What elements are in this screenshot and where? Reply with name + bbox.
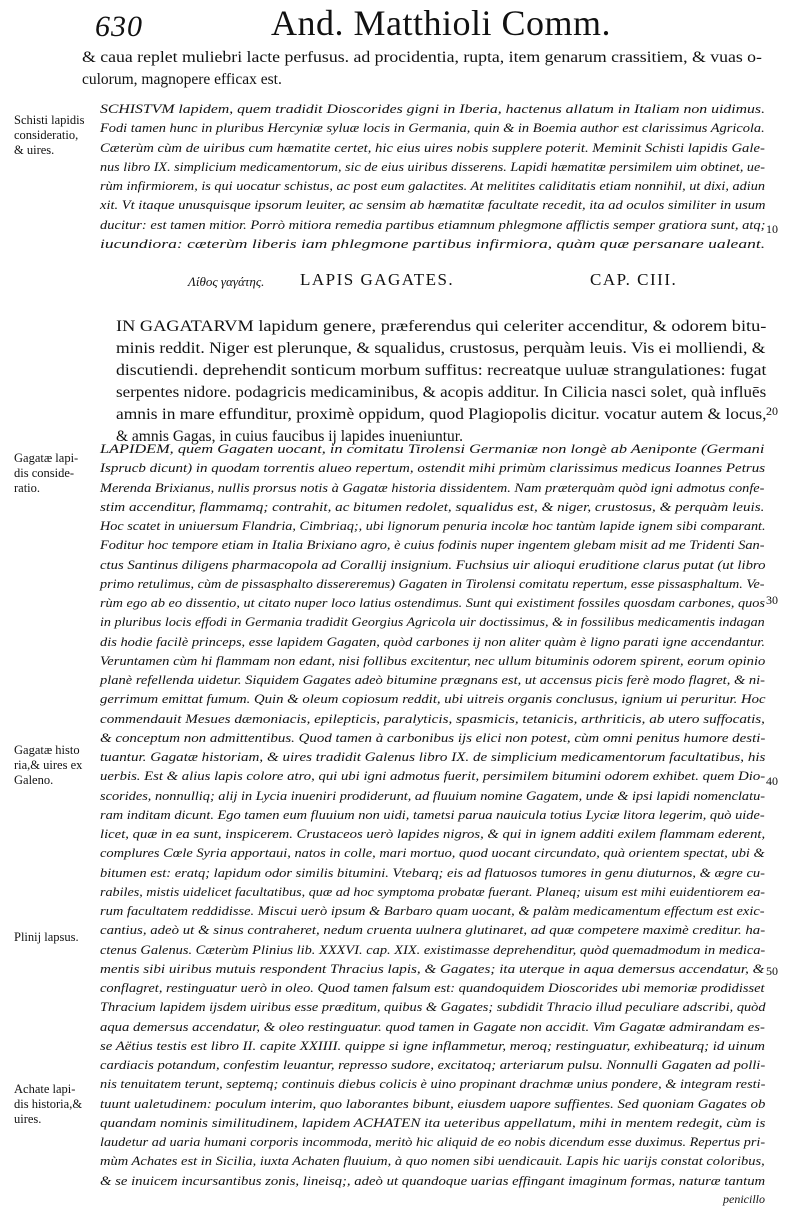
- text-line: SCHISTVM lapidem, quem tradidit Dioscorides gigni in Iberia, hactenus allatum in Italiam non uidimus.: [100, 102, 766, 116]
- page-number: 630: [95, 10, 143, 43]
- side-note-line: ratio.: [14, 481, 41, 495]
- text-line: conflagret, restinguatur uerò in oleo. Quod tamen falsum est: quandoquidem Dioscorides ubi memoriæ prodidisset: [100, 981, 765, 995]
- line-number: 40: [766, 774, 778, 788]
- text-line: Hoc scatet in uniuersum Flandria, Cimbriaq;, ubi lignorum penuria incolæ hoc tantùm lapide ignem sibi comparant.: [100, 519, 766, 533]
- text-line: cantius, adeò ut & sinus contraheret, nedum cruenta uulnera glutinaret, ad quæ competere maximè creditur. ha-: [100, 923, 766, 938]
- chapter-number: CAP. CIII.: [590, 270, 678, 289]
- text-line: primo retulimus, cùm de pissasphalto dissereremus) Gagaten in Tirolensi comitatu repertum, esse pissasphaltum. Ve-: [100, 576, 765, 591]
- text-line: gerrimum emittat fumum. Quin & oleum copiosum reddit, ubi uitreis organis conclusus, ignium ui peruritur. Hoc: [100, 692, 766, 707]
- side-note-line: ria,& uires ex: [14, 758, 83, 772]
- side-note-line: Gagatæ lapi-: [14, 451, 79, 465]
- text-line: rabiles, mistis uidelicet facultatibus, quæ ad hoc symptoma probatæ fuerant. Planeq; uisum est mihi euidentiorem ea-: [100, 884, 766, 899]
- chapter-heading: [188, 268, 728, 296]
- text-line: tuantur. Gagatæ historiam, & uires tradidit Galenus libro IX. de simplicium medicamentorum facultatibus, his: [100, 750, 766, 764]
- side-note-gagatae-historia: [14, 743, 98, 788]
- text-line: & se inuicem incursantibus zonis, lineisq;, adeò ut quandoque uarias effingant imaginum formas, naturæ tantum: [100, 1173, 766, 1188]
- text-line: licet, quæ in ea sunt, inspicerem. Crustaceos uerò lapides nigros, & qui in ignem additi exilem flammam ederent,: [100, 827, 766, 841]
- text-line: tuunt ualetudinem: poculum interim, quo laborantes bibunt, eiusdem uapore suffientes. Sed quoniam Gagates ob: [100, 1096, 766, 1111]
- text-line: Veruntamen cùm hi flammam non edant, nisi follibus excitentur, nec ullum bituminis odorem spirent, eorum opinio: [100, 653, 766, 668]
- text-line: rùm infirmiorem, is qui uocatur schistus, ac post eum galactites. At melitites caliditatis etiam nonnihil, ut dixi, adiun: [100, 179, 765, 193]
- text-line: commendauit Mesues dæmoniacis, epilepticis, paralyticis, spasmicis, tetanicis, arthriticis, ab utero suffocatis,: [100, 711, 765, 726]
- text-line: cardiacis potandum, confestim leuantur, represso sudore, excitatoq; arteriarum pulsu. Nonnulli Gagaten ad polli-: [100, 1058, 766, 1072]
- text-line: amnis in mare effunditur, proximè oppidum, quod Plagiopolis dicitur. vocatur autem & locus,: [116, 406, 767, 423]
- text-line: discutiendi. deprehendit sonticum morbum suffitus: recreatque uuluæ strangulationes: fugat: [116, 362, 767, 379]
- side-note-line: Achate lapi-: [14, 1082, 76, 1096]
- text-line: ctenus Galenus. Cæterùm Plinius lib. XXXVI. cap. XIX. existimasse deprehenditur, quòd quemadmodum in medica-: [100, 942, 766, 957]
- side-note-line: consideratio,: [14, 128, 79, 142]
- text-line: IN GAGATARVM lapidum genere, præferendus qui celeriter accenditur, & odorem bitu-: [116, 318, 767, 335]
- side-note-line: Galeno.: [14, 773, 54, 787]
- text-line: ctus Santinus diligens pharmacopola ad Corallij insignium. Fuchsius uir alioqui eruditione clarus putat (ut libro: [100, 557, 766, 572]
- side-note-line: dis historia,&: [14, 1097, 83, 1111]
- text-line: laudetur ad uaria humani corporis incommoda, meritò hic aliquid de eo nobis dicendum esse duximus. Repertus pri-: [100, 1135, 766, 1149]
- text-line: se Aëtius testis est libro II. capite XXIIII. quippe si igne inflammetur, meroq; restinguatur, exhibeaturq; id uinum: [100, 1038, 765, 1053]
- text-line: ducitur: est tamen mitior. Porrò mitiora remedia partibus etiamnum phlegmone afflictis semper gratiora sunt, atq;: [100, 217, 766, 232]
- side-note-line: & uires.: [14, 143, 55, 157]
- side-note-gagatae: [14, 451, 98, 496]
- text-line: Thracium lapidem ijsdem uiribus esse præditum, quibus & Gagates; subdidit Thracio illud peculiare adscribi, quòd: [100, 1000, 766, 1015]
- text-line: planè refellenda uidetur. Siquidem Gagates adeò bitumine prægnans est, ut accensus picis ferè modo flagret, & ni-: [100, 673, 765, 687]
- text-line: ram inditam dicunt. Ego tamen eum fluuium non uidi, tametsi parua nauicula totius Lyciæ litora legerim, quò uide-: [100, 807, 765, 822]
- line-number: 30: [766, 593, 778, 607]
- text-line: quandam nominis similitudinem, lapidem ACHATEN ita ueteribus appellatum, mihi in mentem redegit, cùm is: [100, 1115, 766, 1130]
- text-line: stim accenditur, flammamq; contrahit, ac bitumen redolet, squalidus est, & niger, crustosus, & perquàm leuis.: [100, 499, 765, 514]
- text-line: iucundiora: cæterùm liberis iam phlegmone partibus infirmiora, quàm quæ persanare ualeant.: [100, 236, 766, 251]
- text-line: Cæterùm cùm de uiribus cum hæmatite certet, hic eius uires nobis supplere poterit. Meminit Schisti lapidis Gale-: [100, 140, 765, 155]
- catchword: penicillo: [723, 1192, 765, 1206]
- text-line: dis hodie facilè princeps, esse lapidem Gagaten, quòd carbones ij non aliter quàm è ligno parati igne accendantur.: [100, 634, 765, 649]
- side-note-line: dis conside-: [14, 466, 75, 480]
- side-note-line: Schisti lapidis: [14, 113, 85, 127]
- text-line: Foditur hoc tempore etiam in Italia Brixiano agro, è cuius fodinis nuper ingentem glebam misit ad me Tridenti San-: [100, 538, 765, 553]
- text-line: uerbis. Est & alius lapis colore atro, qui ubi igni admotus fuerit, persimilem bitumini odorem exhibet. quem Dio-: [100, 769, 766, 784]
- page-header: [95, 2, 715, 46]
- text-line: culorum, magnopere efficax est.: [82, 71, 282, 88]
- side-note-achate: [14, 1082, 98, 1127]
- text-line: Fodi tamen hunc in pluribus Hercyniæ syluæ locis in Germania, quin & in Boemia author est clarissimus Agricola.: [100, 121, 765, 136]
- text-line: nus libro IX. simplicium medicamentorum, sic de eius uiribus disserens. Lapidi hæmatitæ persimilem uim obtinet, ue-: [100, 159, 765, 174]
- chapter-title: LAPIS GAGATES.: [300, 270, 455, 289]
- text-line: nis tenuitatem terunt, septemq; continuis diebus colicis è uino propinant drachmæ unius pondere, & integram resti-: [100, 1077, 766, 1092]
- text-line: & amnis Gagas, in cuius faucibus ij lapides inueniuntur.: [116, 428, 463, 445]
- text-line: Merenda Brixianus, nullis prorsus notis à Gagatæ historia dissidentem. Nam præterquàm quòd igni admotus confe-: [100, 480, 765, 495]
- text-line: in pluribus locis effodi in Germania tradidit Georgius Agricola uir doctissimus, & in fossilibus medicamentis indagan: [100, 615, 765, 630]
- line-number: 50: [766, 964, 778, 978]
- text-line: complures Cœle Syria apportaui, natos in colle, mari mortuo, quod uocant circundato, quà orientem spectat, ubi &: [100, 846, 765, 861]
- text-line: mentis sibi uiribus mutuis respondent Thracius lapis, & Gagates; ita uterque in aqua demersus accendatur, &: [100, 961, 765, 976]
- side-note-schisti: [14, 113, 98, 158]
- text-line: LAPIDEM, quem Gagaten uocant, in comitatu Tirolensi Germaniæ non longè ab Aeniponte (Germani: [100, 442, 765, 456]
- text-line: Isprucb dicunt) in quodam torrentis alueo repertum, ostendit mihi primùm clarissimus medicus Ioannes Petrus: [100, 461, 766, 476]
- text-line: serpentes nidore. podagricis medicaminibus, & acopis additur. In Cilicia nasci solet, quà influēs: [116, 384, 767, 401]
- text-line: scorides, nonnulliq; alij in Lycia inueniri prodiderunt, ad fluuium nomine Gagatem, unde & ipsi lapidi nomenclatu-: [100, 788, 766, 803]
- text-line: & caua replet muliebri lacte perfusus. ad procidentia, rupta, item genarum crassitiem, & vuas o-: [82, 49, 762, 66]
- side-note-line: uires.: [14, 1112, 42, 1126]
- line-number: 10: [766, 222, 778, 236]
- running-title: And. Matthioli Comm.: [271, 3, 612, 43]
- text-line: rùm ego ab eo dissentio, ut citato nuper loco latius ostendimus. Sunt qui existiment fossiles quosdam carbones, quos: [100, 596, 765, 610]
- text-line: xit. Vt itaque unusquisque ipsorum leuiter, ac sensim ab hæmatitæ facultate recedit, ita ad oculos similiter in usum: [100, 198, 766, 213]
- text-line: mùm Achates est in Sicilia, iuxta Achaten fluuium, à quo nomen sibi uendicauit. Lapis hic uarijs constat coloribus,: [100, 1154, 765, 1169]
- text-line: bitumen est: eratq; lapidum odor similis bitumini. Vtebarq; eis ad flatuosos tumores in genu diuturnos, & ægre cu-: [100, 865, 765, 880]
- text-line: aqua demersus accendatur, & oleo restinguatur. quod tamen in Gagate non accidit. Vim Gagatæ admirandam es-: [100, 1019, 765, 1034]
- side-note-line: Plinij lapsus.: [14, 930, 79, 944]
- side-note-plinij: [14, 930, 98, 945]
- chapter-greek-title: Λίθος γαγάτης.: [188, 274, 265, 289]
- text-line: minis reddit. Niger est plerunque, & squalidus, crustosus, perquàm leuis. Vis ei molliendi, &: [116, 340, 766, 357]
- text-line: rum facultatem reddidisse. Miscui uerò ipsum & Barbaro quam uocant, & palàm medicamentum effectum est exic-: [100, 904, 765, 918]
- text-line: & conceptum non admittentibus. Quod tamen à carbonibus ijs elici non potest, cùm omni penitus humore desti-: [100, 730, 766, 745]
- line-number: 20: [766, 404, 778, 418]
- side-note-line: Gagatæ histo: [14, 743, 80, 757]
